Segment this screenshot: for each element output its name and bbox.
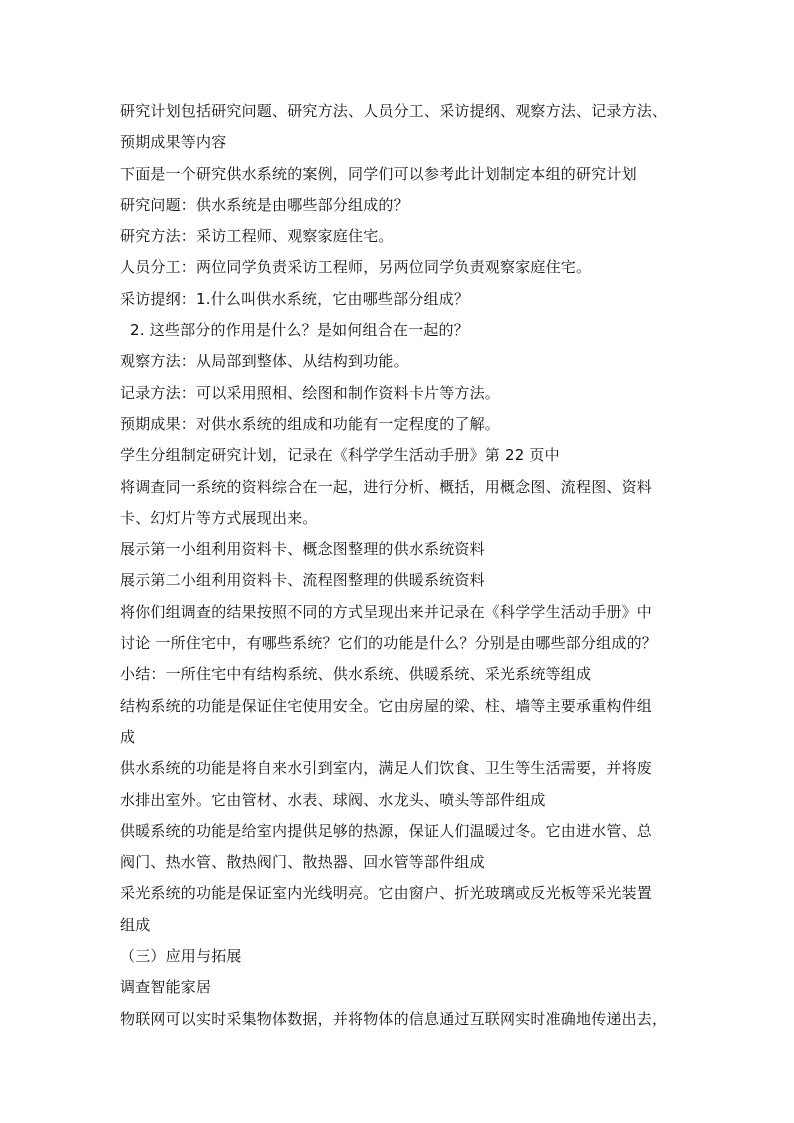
text-line-structure-system-1: 结构系统的功能是保证住宅使用安全。它由房屋的梁、柱、墙等主要承重构件组 [120,696,653,715]
text-line-expected-results: 预期成果：对供水系统的组成和功能有一定程度的了解。 [120,414,501,433]
text-line-group-two-display: 展示第二小组利用资料卡、流程图整理的供暖系统资料 [120,571,485,590]
text-line-research-method: 研究方法：采访工程师、观察家庭住宅。 [120,227,394,246]
text-line-research-question: 研究问题：供水系统是由哪些部分组成的？ [120,195,409,214]
document-body [120,96,680,1035]
text-line-recording-method: 记录方法：可以采用照相、绘图和制作资料卡片等方法。 [120,383,501,402]
text-line-summary: 小结：一所住宅中有结构系统、供水系统、供暖系统、采光系统等组成 [120,665,592,684]
text-line-heating-system-1: 供暖系统的功能是给室内提供足够的热源，保证人们温暖过冬。它由进水管、总 [120,821,653,840]
text-line-discussion: 讨论 一所住宅中，有哪些系统？它们的功能是什么？分别是由哪些部分组成的？ [120,634,657,653]
text-line-synthesis-2: 卡、幻灯片等方式展现出来。 [120,508,318,527]
text-line-group-one-display: 展示第一小组利用资料卡、概念图整理的供水系统资料 [120,540,485,559]
text-line-interview-outline-2: 2. 这些部分的作用是什么？是如何组合在一起的？ [130,321,469,340]
text-line-water-system-1: 供水系统的功能是将自来水引到室内，满足人们饮食、卫生等生活需要，并将废 [120,759,653,778]
text-line-case-intro: 下面是一个研究供水系统的案例，同学们可以参考此计划制定本组的研究计划 [120,164,637,183]
text-line-present-results: 将你们组调查的结果按照不同的方式呈现出来并记录在《科学学生活动手册》中 [120,602,653,621]
section-heading-application: （三）应用与拓展 [120,947,242,966]
text-line-lighting-system-1: 采光系统的功能是保证室内光线明亮。它由窗户、折光玻璃或反光板等采光装置 [120,884,653,903]
text-line-observation-method: 观察方法：从局部到整体、从结构到功能。 [120,352,409,371]
text-line-smart-home: 调查智能家居 [120,978,212,997]
text-line-lighting-system-2: 组成 [120,915,151,934]
text-line-interview-outline-1: 采访提纲：1.什么叫供水系统，它由哪些部分组成？ [120,289,470,308]
text-line-research-plan-1: 研究计划包括研究问题、研究方法、人员分工、采访提纲、观察方法、记录方法、 [120,102,668,120]
text-line-heating-system-2: 阀门、热水管、散热阀门、散热器、回水管等部件组成 [120,853,485,872]
text-line-group-plan: 学生分组制定研究计划，记录在《科学学生活动手册》第 22 页中 [120,446,560,465]
text-line-research-plan-2: 预期成果等内容 [120,133,227,152]
text-line-synthesis-1: 将调查同一系统的资料综合在一起，进行分析、概括，用概念图、流程图、资料 [120,477,653,496]
text-line-structure-system-2: 成 [120,727,136,746]
text-line-water-system-2: 水排出室外。它由管材、水表、球阀、水龙头、喷头等部件组成 [120,790,546,809]
text-line-division-of-labor: 人员分工：两位同学负责采访工程师，另两位同学负责观察家庭住宅。 [120,258,592,277]
text-line-iot: 物联网可以实时采集物体数据，并将物体的信息通过互联网实时准确地传递出去， [120,1009,668,1028]
